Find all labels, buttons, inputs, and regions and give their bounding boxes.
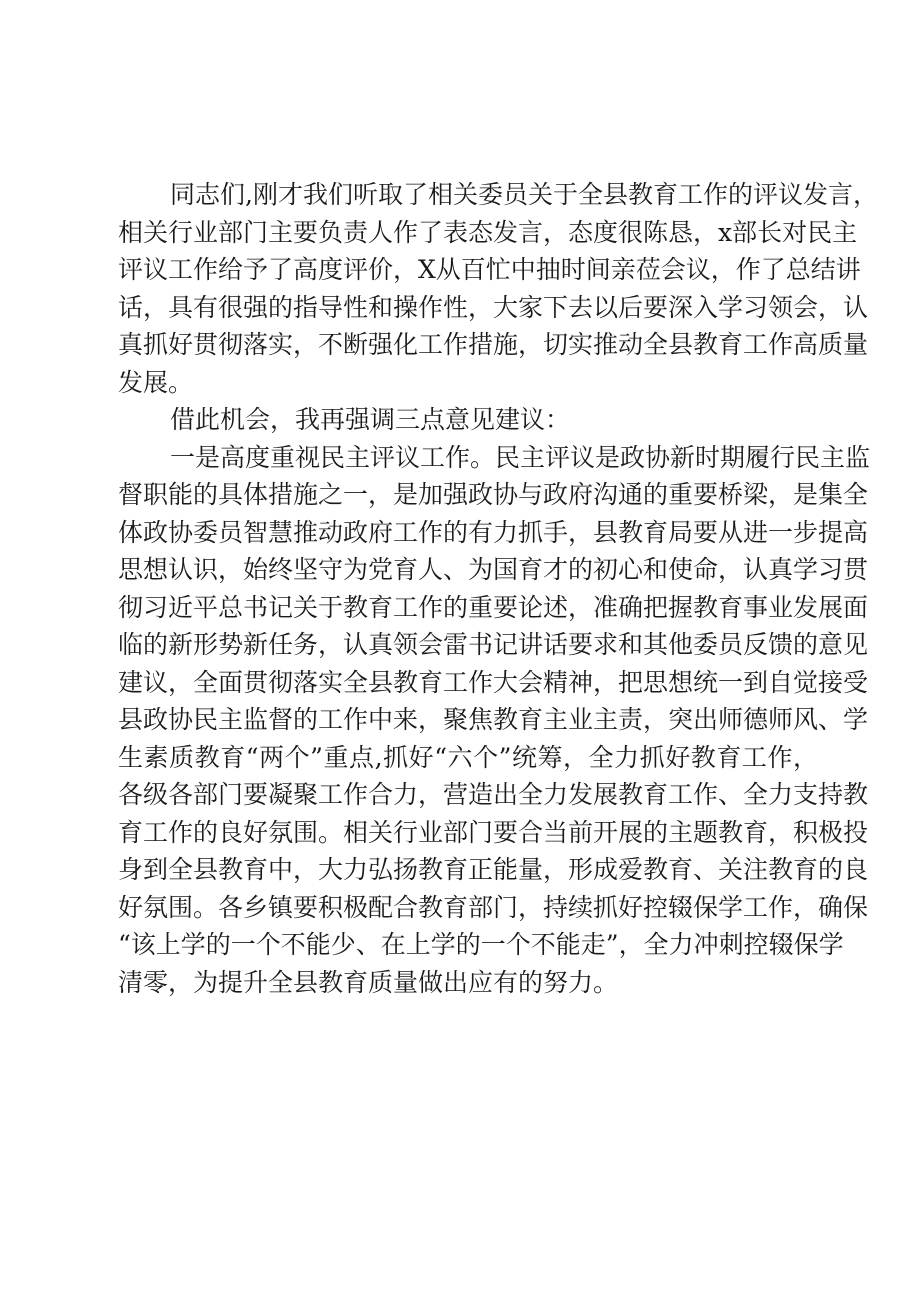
- text-line: 彻习近平总书记关于教育工作的重要论述，准确把握教育事业发展面: [118, 592, 869, 622]
- paragraph-transition: [118, 401, 818, 439]
- text-line: 好氛围。各乡镇要积极配合教育部门，持续抓好控辍保学工作，确保: [118, 892, 869, 922]
- text-line: 思想认识，始终坚守为党育人、为国育才的初心和使命，认真学习贯: [118, 555, 869, 584]
- text-line: 发展。: [118, 367, 194, 397]
- text-line: 同志们,刚才我们听取了相关委员关于全县教育工作的评议发言，: [170, 180, 878, 209]
- paragraph-point-one: [118, 439, 871, 1002]
- text-line: 建议，全面贯彻落实全县教育工作大会精神，把思想统一到自觉接受: [118, 667, 869, 697]
- text-line: 清零，为提升全县教育质量做出应有的努力。: [118, 967, 619, 997]
- text-line: 生素质教育“两个”重点,抓好“六个”统筹，全力抓好教育工作，: [118, 742, 818, 772]
- paragraph-opening: [118, 176, 878, 401]
- text-line: 话，具有很强的指导性和操作性，大家下去以后要深入学习领会，认: [118, 292, 869, 322]
- text-line: 一是高度重视民主评议工作。民主评议是政协新时期履行民主监: [170, 442, 871, 472]
- text-line: 体政协委员智慧推动政府工作的有力抓手，县教育局要从进一步提高: [118, 517, 869, 547]
- text-line: 临的新形势新任务，认真领会雷书记讲话要求和其他委员反馈的意见: [118, 630, 869, 659]
- text-line: 借此机会，我再强调三点意见建议：: [170, 405, 571, 434]
- text-line: “该上学的一个不能少、在上学的一个不能走”，全力冲刺控辍保学: [118, 930, 844, 959]
- text-line: 县政协民主监督的工作中来，聚焦教育主业主责，突出师德师风、学: [118, 705, 869, 734]
- text-line: 真抓好贯彻落实，不断强化工作措施，切实推动全县教育工作高质量: [118, 330, 869, 359]
- text-line: 评议工作给予了高度评价，X从百忙中抽时间亲莅会议，作了总结讲: [118, 255, 861, 284]
- text-line: 育工作的良好氛围。相关行业部门要合当前开展的主题教育，积极投: [118, 817, 869, 847]
- text-line: 各级各部门要凝聚工作合力，营造出全力发展教育工作、全力支持教: [118, 780, 869, 809]
- text-line: 身到全县教育中，大力弘扬教育正能量，形成爱教育、关注教育的良: [118, 855, 869, 884]
- text-line: 相关行业部门主要负责人作了表态发言，态度很陈恳，x部长对民主: [118, 217, 858, 247]
- document-body: [118, 176, 878, 1001]
- text-line: 督职能的具体措施之一，是加强政协与政府沟通的重要桥梁，是集全: [118, 480, 869, 509]
